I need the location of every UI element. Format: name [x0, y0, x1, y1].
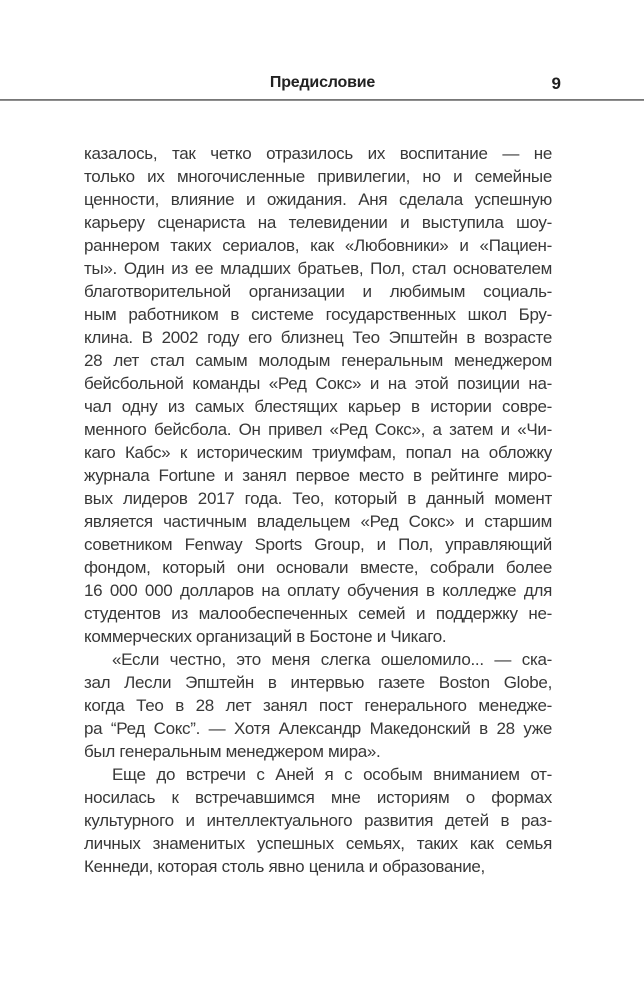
- text-line: ра “Ред Сокс”. — Хотя Александр Македонский в 28 уже: [84, 719, 552, 738]
- text-line: ты». Один из ее младших братьев, Пол, стал основателем: [84, 259, 552, 278]
- page-body: [84, 142, 552, 878]
- text-line: Кеннеди, которая столь явно ценила и образование,: [84, 857, 485, 876]
- text-line: чал одну из самых блестящих карьер в истории совре-: [84, 397, 552, 416]
- paragraph: [84, 648, 552, 763]
- text-line: бейсбольной команды «Ред Сокс» и на этой позиции на-: [84, 374, 552, 393]
- text-line: личных знаменитых успешных семьях, таких как семья: [84, 834, 552, 853]
- text-line: раннером таких сериалов, как «Любовники» и «Пациен-: [84, 236, 552, 255]
- text-line: зал Лесли Эпштейн в интервью газете Boston Globe,: [84, 673, 552, 692]
- text-line: 16 000 000 долларов на оплату обучения в колледже для: [84, 581, 552, 600]
- text-line: вых лидеров 2017 года. Тео, который в данный момент: [84, 489, 552, 508]
- text-line: 28 лет стал самым молодым генеральным менеджером: [84, 351, 552, 370]
- text-line: каго Кабс» к историческим триумфам, попал на обложку: [84, 443, 552, 462]
- paragraph: [84, 142, 552, 648]
- text-line: Еще до встречи с Аней я с особым вниманием от-: [112, 765, 552, 784]
- page-number: 9: [551, 74, 561, 93]
- page-header: [84, 74, 561, 94]
- text-line: фондом, который они основали вместе, собрали более: [84, 558, 552, 577]
- text-line: когда Тео в 28 лет занял пост генерального менедже-: [84, 696, 552, 715]
- text-line: ным работником в системе государственных школ Бру-: [84, 305, 552, 324]
- text-line: ценности, влияние и ожидания. Аня сделала успешную: [84, 190, 552, 209]
- text-line: менного бейсбола. Он привел «Ред Сокс», а затем и «Чи-: [84, 420, 552, 439]
- text-line: благотворительной организации и любимым социаль-: [84, 282, 552, 301]
- chapter-title: Предисловие: [269, 74, 376, 91]
- text-line: только их многочисленные привилегии, но и семейные: [84, 167, 552, 186]
- text-line: карьеру сценариста на телевидении и выступила шоу-: [84, 213, 552, 232]
- text-line: клина. В 2002 году его близнец Тео Эпштейн в возрасте: [84, 328, 552, 347]
- text-line: журнала Fortune и занял первое место в рейтинге миро-: [84, 466, 552, 485]
- text-line: носилась к встречавшимся мне историям о формах: [84, 788, 552, 807]
- text-line: коммерческих организаций в Бостоне и Чикаго.: [84, 627, 447, 646]
- text-line: культурного и интеллектуального развития детей в раз-: [84, 811, 552, 830]
- header-rule-divider: [0, 99, 644, 101]
- text-line: «Если честно, это меня слегка ошеломило... — ска-: [112, 650, 552, 669]
- text-line: советником Fenway Sports Group, и Пол, управляющий: [84, 535, 552, 554]
- text-line: казалось, так четко отразилось их воспитание — не: [84, 144, 552, 163]
- paragraph: [84, 763, 552, 878]
- text-line: студентов из малообеспеченных семей и поддержку не-: [84, 604, 552, 623]
- text-line: является частичным владельцем «Ред Сокс» и старшим: [84, 512, 552, 531]
- text-line: был генеральным менеджером мира».: [84, 742, 381, 761]
